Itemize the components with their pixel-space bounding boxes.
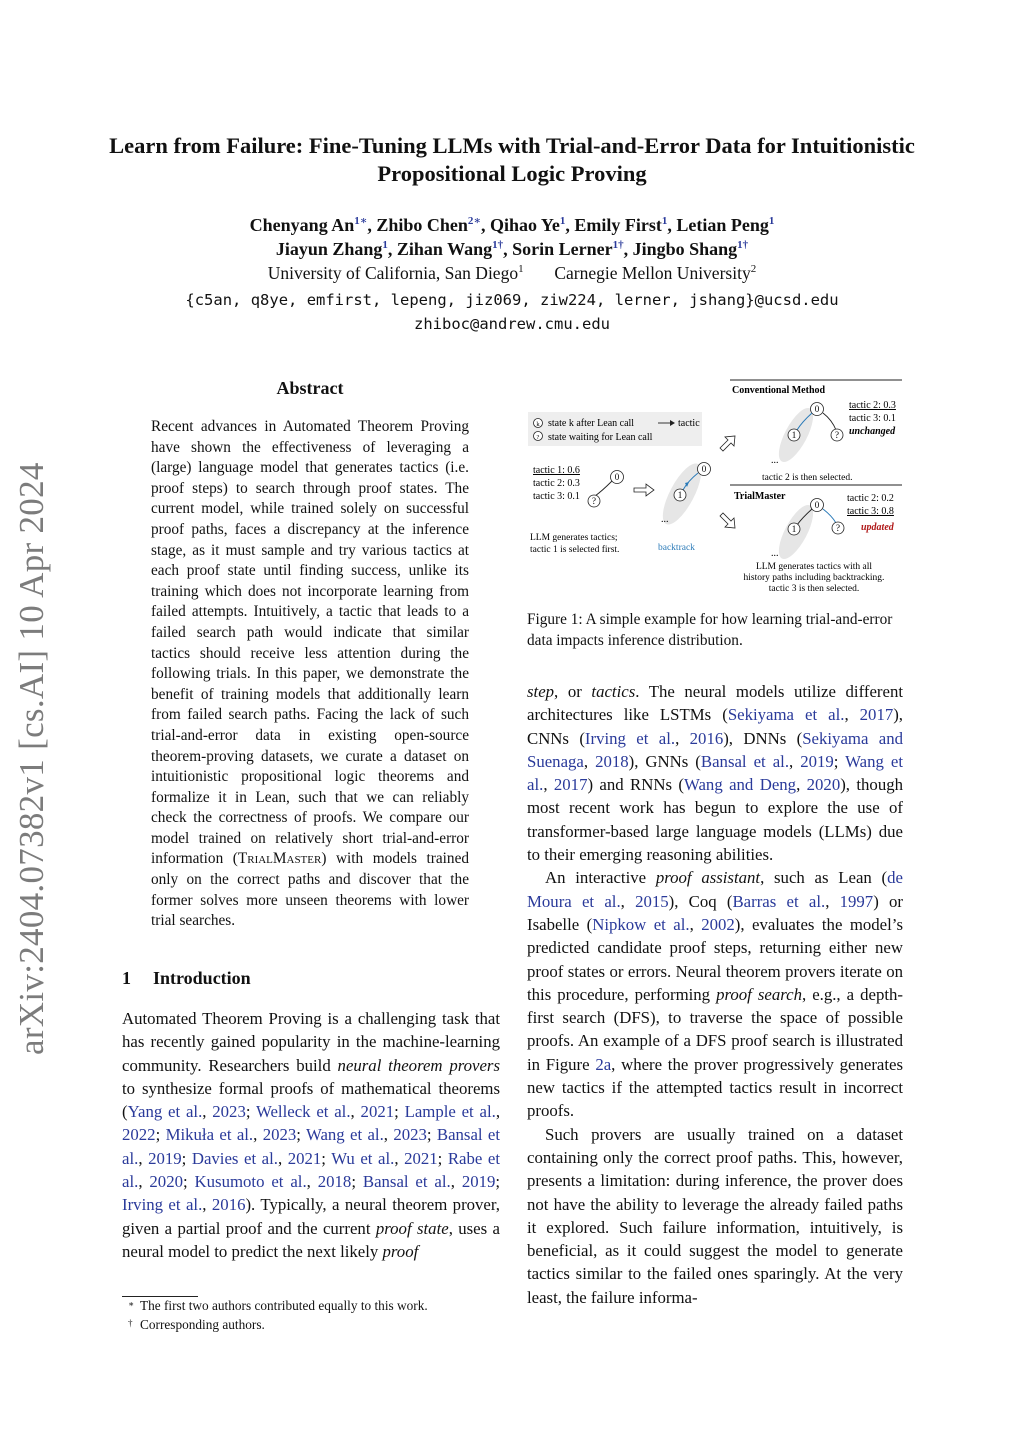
paper-title: Learn from Failure: Fine-Tuning LLMs with Trial-and-Error Data for Intuitionistic Propositional Logic Proving <box>109 133 915 186</box>
conventional-note: tactic 2 is then selected. <box>762 473 853 483</box>
affiliation-cmu: Carnegie Mellon University <box>554 263 751 283</box>
svg-text:tactic 1 is selected first.: tactic 1 is selected first. <box>530 545 620 555</box>
svg-text:1: 1 <box>791 430 797 440</box>
svg-text:?: ? <box>836 523 840 533</box>
email-ucsd[interactable]: {c5an, q8ye, emfirst, lepeng, jiz069, ziw224, lerner, jshang}@ucsd.edu <box>185 291 839 309</box>
conventional-title: Conventional Method <box>732 385 826 396</box>
footnote-1: ∗ The first two authors contributed equally to this work. <box>128 1298 428 1313</box>
backtrack-label: backtrack <box>658 543 695 553</box>
svg-text:tactic 3: 0.1: tactic 3: 0.1 <box>849 413 896 424</box>
abstract-body: Recent advances in Automated Theorem Proving have shown the effectiveness of leveraging a (large) language model that generates tactics (i.e. proof steps) to search through proof states. The current model, while trained solely on successful proof paths, faces a discrepancy at the inference stage, as it must sample and try various tactics at each proof state until finding success, unlike its training which does not incorporate learning from failed attempts. Intuitively, a tactic that leads to a failed search path would indicate that similar tactics should receive less attention during the following trials. In this paper, we demonstrate the benefit of training models that additionally learn from failed search paths. Facing the lack of such trial-and-error data in existing open-source theorem-proving datasets, we curate a dataset on intuitionistic propositional logic theorems and formalize it in Lean, such that we can reliably check the correctness of proofs. We compare our model trained on relatively short trial-and-error information (TrialMaster) with models trained only on the correct paths and discover that the former solves more unseen theorems with lower trial searches. <box>151 418 470 930</box>
author-name: Chenyang An <box>249 215 355 235</box>
svg-text:0: 0 <box>701 464 707 474</box>
author-name: Letian Peng <box>676 215 769 235</box>
svg-text:LLM generates tactics with all: LLM generates tactics with all <box>755 562 873 572</box>
svg-text:tactic 2: 0.3: tactic 2: 0.3 <box>533 478 580 489</box>
svg-text:tactic 3: 0.8: tactic 3: 0.8 <box>847 506 894 517</box>
abstract-heading: Abstract <box>276 378 344 398</box>
footnote-2: † Corresponding authors. <box>128 1317 265 1332</box>
author-name: Zihan Wang <box>396 239 493 259</box>
svg-text:tactic 3 is then selected.: tactic 3 is then selected. <box>768 584 860 594</box>
intro-right-column: step, or tactics. The neural models utilize different architectures like LSTMs (Sekiyama et al., 2017), CNNs (Irving et al., 2016), DNNs (Sekiyama and Suenaga, 2018), GNNs (Bansal et al., 2019; Wang et al., 2017) and RNNs (Wang and Deng, 2020), though most recent work has begun to explore the use of transformer-based large language models (LLMs) due to their emerging reasoning abilities. An interactive proof assistant, such as Lean (de Moura et al., 2015), Coq (Barras et al., 1997) or Isabelle (Nipkow et al., 2002), evaluates the model’s predicted candidate proof steps, returning either new proof states or errors. Neural theorem provers iterate on this procedure, performing proof search, e.g., a depth-first search (DFS), to traverse the space of possible proofs. An example of a DFS proof search is illustrated in Figure 2a, where the prover progressively generates new tactics if the attempted tactics result in incorrect proofs. Such provers are usually trained on a dataset containing only the correct proof paths. This, however, presents a limitation: during inference, the prover does not have the ability to leverage the already failed paths it explored. Such failure information, intuitively, is beneficial, as it could suggest the model to generate tactics similar to the failed ones sparingly. At the very least, the failure informa- <box>527 682 904 1307</box>
legend-state-label: state k after Lean call <box>548 418 635 429</box>
svg-text:0: 0 <box>814 404 820 414</box>
author-name: Emily First <box>574 215 662 235</box>
left-caption <box>530 533 619 555</box>
svg-text:k: k <box>536 421 540 428</box>
svg-text:?: ? <box>835 430 839 440</box>
authors-line-2: Jiayun Zhang$^1$, Zihan Wang$^{1\dagger}$, Sorin Lerner$^{1\dagger}$, Jingbo Shang$^{1\dagger}$ <box>275 239 749 259</box>
svg-text:tactic 2: 0.3: tactic 2: 0.3 <box>849 400 896 411</box>
author-name: Sorin Lerner <box>512 239 613 259</box>
legend-tactic-label: tactic <box>678 418 700 429</box>
svg-text:...: ... <box>661 514 669 525</box>
svg-text:?: ? <box>592 496 596 506</box>
svg-text:tactic 1: 0.6: tactic 1: 0.6 <box>533 465 580 476</box>
email-cmu[interactable]: zhiboc@andrew.cmu.edu <box>414 315 610 333</box>
svg-text:history paths including backtr: history paths including backtracking. <box>743 573 885 583</box>
author-name: Jiayun Zhang <box>275 239 383 259</box>
intro-left-column: Automated Theorem Proving is a challenging task that has recently gained popularity in the machine-learning community. Researchers build neural theorem provers to synthesize formal proofs of mathematical theorems (Yang et al., 2023; Welleck et al., 2021; Lample et al., 2022; Mikuła et al., 2023; Wang et al., 2023; Bansal et al., 2019; Davies et al., 2021; Wu et al., 2021; Rabe et al., 2020; Kusumoto et al., 2018; Bansal et al., 2019; Irving et al., 2016). Typically, a neural theorem prover, given a partial proof and the current proof state, uses a neural model to predict the next likely proof <box>122 1009 501 1261</box>
svg-text:?: ? <box>536 434 540 441</box>
flow-arrow <box>634 484 654 496</box>
svg-text:1: 1 <box>677 490 683 500</box>
affiliations: University of California, San Diego$^1$ Carnegie Mellon University$^2$ <box>267 263 757 283</box>
arxiv-watermark: arXiv:2404.07382v1 [cs.AI] 10 Apr 2024 <box>12 462 51 1055</box>
trialmaster-caption <box>744 562 885 594</box>
svg-text:unchanged: unchanged <box>849 426 896 437</box>
svg-text:0: 0 <box>614 472 620 482</box>
author-name: Zhibo Chen <box>376 215 468 235</box>
author-name: Jingbo Shang <box>632 239 738 259</box>
svg-text:...: ... <box>771 455 779 466</box>
email-block <box>80 288 944 336</box>
conventional-tactics <box>849 400 896 437</box>
section-heading: 1 Introduction <box>122 968 251 988</box>
svg-text:LLM generates tactics;: LLM generates tactics; <box>530 533 618 543</box>
authors-line-1: Chenyang $An^{1∗}$, Zhibo Chen$^{2∗}$, Qihao Ye$^1$, Emily First$^1$, Letian Peng$^1$ <box>249 215 775 235</box>
trialmaster-tactics <box>847 493 895 533</box>
svg-text:0: 0 <box>814 500 820 510</box>
figure-caption: Figure 1: A simple example for how learning trial-and-error data impacts inference distribution. <box>527 611 893 649</box>
svg-text:tactic 2: 0.2: tactic 2: 0.2 <box>847 493 894 504</box>
author-list <box>100 213 924 261</box>
svg-text:tactic 3: 0.1: tactic 3: 0.1 <box>533 491 580 502</box>
left-tactic-list <box>533 465 580 502</box>
author-name: Qihao Ye <box>489 215 560 235</box>
svg-text:...: ... <box>771 548 779 559</box>
figure-1-diagram <box>524 378 908 600</box>
trialmaster-name: TrialMaster <box>237 850 322 868</box>
legend-waiting-label: state waiting for Lean call <box>548 432 653 443</box>
affiliation-ucsd: University of California, San Diego <box>267 263 519 283</box>
trialmaster-title: TrialMaster <box>734 491 786 502</box>
svg-text:updated: updated <box>861 522 894 533</box>
svg-text:1: 1 <box>791 524 797 534</box>
